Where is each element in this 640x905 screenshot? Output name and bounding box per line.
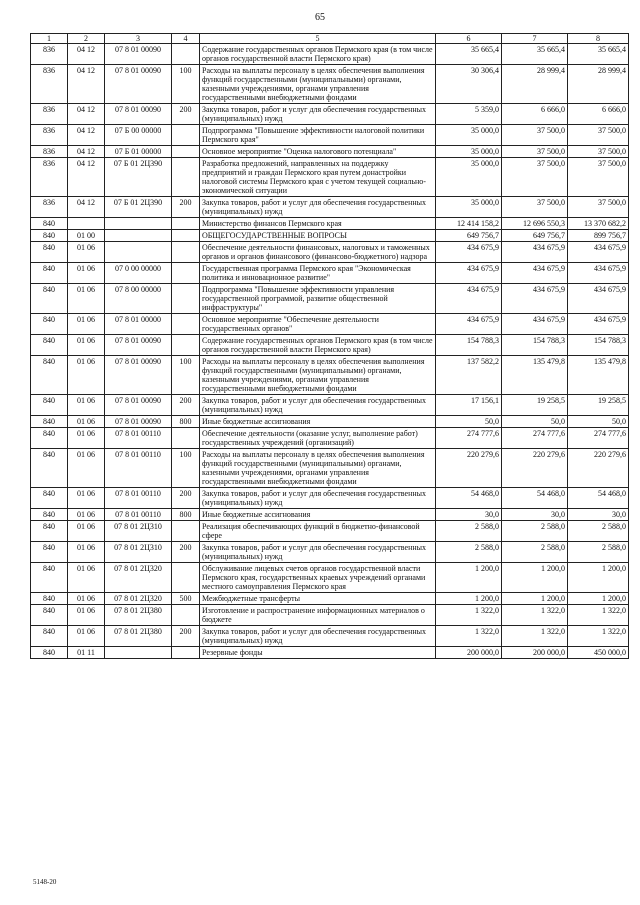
item-name-cell: Закупка товаров, работ и услуг для обеспечения государственных (муниципальных) нужд	[200, 197, 436, 218]
footer-code: 5148-20	[33, 878, 57, 886]
amount-year3-cell: 220 279,6	[568, 449, 629, 488]
expense-type-cell: 800	[172, 509, 200, 521]
target-article-cell	[105, 230, 172, 242]
amount-year2-cell: 54 468,0	[502, 488, 568, 509]
amount-year2-cell: 28 999,4	[502, 65, 568, 104]
admin-code-cell: 836	[31, 158, 68, 197]
item-name-cell: Реализация обеспечивающих функций в бюджетно-финансовой сфере	[200, 521, 436, 542]
column-header: 4	[172, 34, 200, 44]
table-row	[31, 563, 629, 593]
amount-year3-cell: 1 322,0	[568, 605, 629, 626]
expense-type-cell: 200	[172, 104, 200, 125]
section-cell: 01 06	[68, 263, 105, 284]
admin-code-cell: 840	[31, 509, 68, 521]
table-row	[31, 263, 629, 284]
admin-code-cell: 840	[31, 335, 68, 356]
amount-year2-cell: 1 200,0	[502, 563, 568, 593]
item-name-cell: Обеспечение деятельности финансовых, налоговых и таможенных органов и органов финансового (финансово-бюджетного) надзора	[200, 242, 436, 263]
expense-type-cell: 200	[172, 488, 200, 509]
amount-year3-cell: 434 675,9	[568, 242, 629, 263]
table-row	[31, 197, 629, 218]
admin-code-cell: 836	[31, 44, 68, 65]
amount-year1-cell: 12 414 158,2	[436, 218, 502, 230]
table-row	[31, 593, 629, 605]
item-name-cell: ОБЩЕГОСУДАРСТВЕННЫЕ ВОПРОСЫ	[200, 230, 436, 242]
expense-type-cell	[172, 284, 200, 314]
amount-year3-cell: 135 479,8	[568, 356, 629, 395]
section-cell: 01 06	[68, 521, 105, 542]
amount-year2-cell: 37 500,0	[502, 197, 568, 218]
table-row	[31, 104, 629, 125]
amount-year1-cell: 35 000,0	[436, 197, 502, 218]
amount-year1-cell: 649 756,7	[436, 230, 502, 242]
amount-year2-cell: 154 788,3	[502, 335, 568, 356]
expense-type-cell	[172, 314, 200, 335]
target-article-cell: 07 8 01 00110	[105, 509, 172, 521]
amount-year2-cell: 6 666,0	[502, 104, 568, 125]
amount-year2-cell: 649 756,7	[502, 230, 568, 242]
section-cell: 04 12	[68, 146, 105, 158]
expense-type-cell	[172, 146, 200, 158]
expense-type-cell	[172, 44, 200, 65]
column-header: 3	[105, 34, 172, 44]
admin-code-cell: 836	[31, 125, 68, 146]
table-row	[31, 146, 629, 158]
admin-code-cell: 836	[31, 197, 68, 218]
amount-year1-cell: 434 675,9	[436, 242, 502, 263]
item-name-cell: Закупка товаров, работ и услуг для обеспечения государственных (муниципальных) нужд	[200, 626, 436, 647]
amount-year1-cell: 35 000,0	[436, 158, 502, 197]
expense-type-cell: 200	[172, 395, 200, 416]
item-name-cell: Изготовление и распространение информационных материалов о бюджете	[200, 605, 436, 626]
amount-year3-cell: 434 675,9	[568, 284, 629, 314]
amount-year1-cell: 434 675,9	[436, 284, 502, 314]
section-cell: 01 06	[68, 593, 105, 605]
expense-type-cell: 200	[172, 542, 200, 563]
target-article-cell: 07 8 01 00110	[105, 428, 172, 449]
amount-year2-cell: 434 675,9	[502, 284, 568, 314]
table-row	[31, 314, 629, 335]
amount-year1-cell: 137 582,2	[436, 356, 502, 395]
target-article-cell: 07 Б 00 00000	[105, 125, 172, 146]
item-name-cell: Обеспечение деятельности (оказание услуг, выполнение работ) государственных учреждений (организаций)	[200, 428, 436, 449]
admin-code-cell: 840	[31, 521, 68, 542]
item-name-cell: Закупка товаров, работ и услуг для обеспечения государственных (муниципальных) нужд	[200, 542, 436, 563]
section-cell: 04 12	[68, 104, 105, 125]
expense-type-cell: 200	[172, 197, 200, 218]
section-cell: 01 06	[68, 542, 105, 563]
expense-type-cell: 800	[172, 416, 200, 428]
table-row	[31, 416, 629, 428]
target-article-cell: 07 8 01 00110	[105, 449, 172, 488]
amount-year2-cell: 2 588,0	[502, 542, 568, 563]
admin-code-cell: 840	[31, 218, 68, 230]
admin-code-cell: 840	[31, 542, 68, 563]
expense-type-cell: 100	[172, 65, 200, 104]
amount-year1-cell: 200 000,0	[436, 647, 502, 659]
amount-year1-cell: 154 788,3	[436, 335, 502, 356]
amount-year3-cell: 50,0	[568, 416, 629, 428]
item-name-cell: Закупка товаров, работ и услуг для обеспечения государственных (муниципальных) нужд	[200, 488, 436, 509]
target-article-cell	[105, 647, 172, 659]
table-row	[31, 158, 629, 197]
item-name-cell: Подпрограмма "Повышение эффективности управления государственной программой, развитие общественной инфраструктуры"	[200, 284, 436, 314]
amount-year3-cell: 37 500,0	[568, 197, 629, 218]
target-article-cell: 07 8 01 00090	[105, 356, 172, 395]
amount-year1-cell: 220 279,6	[436, 449, 502, 488]
item-name-cell: Расходы на выплаты персоналу в целях обеспечения выполнения функций государственными (муниципальными) органами, казенными учреждениями, органами управления государственными внебюджетными фондами	[200, 356, 436, 395]
expense-type-cell	[172, 230, 200, 242]
admin-code-cell: 840	[31, 284, 68, 314]
section-cell: 04 12	[68, 44, 105, 65]
section-cell: 01 06	[68, 242, 105, 263]
amount-year1-cell: 30,0	[436, 509, 502, 521]
section-cell: 04 12	[68, 158, 105, 197]
target-article-cell: 07 8 01 00090	[105, 65, 172, 104]
amount-year2-cell: 37 500,0	[502, 158, 568, 197]
section-cell: 01 06	[68, 284, 105, 314]
target-article-cell: 07 8 01 00090	[105, 104, 172, 125]
amount-year3-cell: 1 322,0	[568, 626, 629, 647]
amount-year2-cell: 274 777,6	[502, 428, 568, 449]
amount-year2-cell: 1 200,0	[502, 593, 568, 605]
amount-year3-cell: 274 777,6	[568, 428, 629, 449]
admin-code-cell: 840	[31, 416, 68, 428]
amount-year3-cell: 899 756,7	[568, 230, 629, 242]
item-name-cell: Межбюджетные трансферты	[200, 593, 436, 605]
amount-year3-cell: 434 675,9	[568, 314, 629, 335]
amount-year3-cell: 37 500,0	[568, 125, 629, 146]
table-row	[31, 335, 629, 356]
section-cell: 01 06	[68, 314, 105, 335]
amount-year3-cell: 2 588,0	[568, 521, 629, 542]
item-name-cell: Обслуживание лицевых счетов органов государственной власти Пермского края, государственных краевых учреждений органами местного самоуправления Пермского края	[200, 563, 436, 593]
item-name-cell: Государственная программа Пермского края "Экономическая политика и инновационное развитие"	[200, 263, 436, 284]
section-cell: 01 06	[68, 395, 105, 416]
target-article-cell: 07 8 01 00000	[105, 314, 172, 335]
amount-year3-cell: 19 258,5	[568, 395, 629, 416]
admin-code-cell: 840	[31, 605, 68, 626]
table-row	[31, 44, 629, 65]
amount-year1-cell: 54 468,0	[436, 488, 502, 509]
expense-type-cell	[172, 647, 200, 659]
section-cell: 01 06	[68, 416, 105, 428]
section-cell: 01 00	[68, 230, 105, 242]
table-row	[31, 218, 629, 230]
target-article-cell: 07 Б 01 2Ц390	[105, 158, 172, 197]
table-row	[31, 488, 629, 509]
section-cell: 01 06	[68, 449, 105, 488]
amount-year2-cell: 434 675,9	[502, 263, 568, 284]
item-name-cell: Закупка товаров, работ и услуг для обеспечения государственных (муниципальных) нужд	[200, 395, 436, 416]
amount-year1-cell: 35 665,4	[436, 44, 502, 65]
table-row	[31, 242, 629, 263]
target-article-cell: 07 8 01 00110	[105, 488, 172, 509]
table-row	[31, 449, 629, 488]
amount-year3-cell: 13 370 682,2	[568, 218, 629, 230]
target-article-cell: 07 Б 01 00000	[105, 146, 172, 158]
target-article-cell: 07 8 01 2Ц380	[105, 626, 172, 647]
admin-code-cell: 840	[31, 563, 68, 593]
amount-year1-cell: 30 306,4	[436, 65, 502, 104]
amount-year3-cell: 28 999,4	[568, 65, 629, 104]
column-header: 7	[502, 34, 568, 44]
amount-year3-cell: 54 468,0	[568, 488, 629, 509]
admin-code-cell: 840	[31, 242, 68, 263]
amount-year1-cell: 1 200,0	[436, 593, 502, 605]
target-article-cell: 07 8 01 00090	[105, 416, 172, 428]
amount-year1-cell: 35 000,0	[436, 146, 502, 158]
amount-year2-cell: 30,0	[502, 509, 568, 521]
amount-year2-cell: 50,0	[502, 416, 568, 428]
target-article-cell: 07 8 01 00090	[105, 335, 172, 356]
amount-year1-cell: 434 675,9	[436, 263, 502, 284]
amount-year3-cell: 2 588,0	[568, 542, 629, 563]
amount-year2-cell: 200 000,0	[502, 647, 568, 659]
expense-type-cell: 500	[172, 593, 200, 605]
amount-year1-cell: 2 588,0	[436, 542, 502, 563]
item-name-cell: Содержание государственных органов Пермского края (в том числе органов государственной власти Пермского края)	[200, 44, 436, 65]
admin-code-cell: 840	[31, 428, 68, 449]
amount-year2-cell: 434 675,9	[502, 242, 568, 263]
target-article-cell: 07 8 01 2Ц310	[105, 521, 172, 542]
admin-code-cell: 840	[31, 449, 68, 488]
item-name-cell: Резервные фонды	[200, 647, 436, 659]
amount-year2-cell: 220 279,6	[502, 449, 568, 488]
amount-year2-cell: 1 322,0	[502, 605, 568, 626]
section-cell: 04 12	[68, 197, 105, 218]
amount-year1-cell: 5 359,0	[436, 104, 502, 125]
amount-year3-cell: 6 666,0	[568, 104, 629, 125]
target-article-cell	[105, 218, 172, 230]
target-article-cell: 07 8 01 2Ц310	[105, 542, 172, 563]
target-article-cell: 07 8 01 00090	[105, 44, 172, 65]
admin-code-cell: 840	[31, 626, 68, 647]
target-article-cell	[105, 242, 172, 263]
amount-year2-cell: 35 665,4	[502, 44, 568, 65]
item-name-cell: Закупка товаров, работ и услуг для обеспечения государственных (муниципальных) нужд	[200, 104, 436, 125]
admin-code-cell: 836	[31, 104, 68, 125]
amount-year2-cell: 434 675,9	[502, 314, 568, 335]
admin-code-cell: 840	[31, 395, 68, 416]
admin-code-cell: 836	[31, 65, 68, 104]
target-article-cell: 07 Б 01 2Ц390	[105, 197, 172, 218]
admin-code-cell: 836	[31, 146, 68, 158]
amount-year3-cell: 1 200,0	[568, 593, 629, 605]
admin-code-cell: 840	[31, 263, 68, 284]
expense-type-cell	[172, 428, 200, 449]
amount-year2-cell: 12 696 550,3	[502, 218, 568, 230]
amount-year2-cell: 135 479,8	[502, 356, 568, 395]
item-name-cell: Расходы на выплаты персоналу в целях обеспечения выполнения функций государственными (муниципальными) органами, казенными учреждениями, органами управления государственными внебюджетными фондами	[200, 449, 436, 488]
expense-type-cell	[172, 242, 200, 263]
amount-year1-cell: 35 000,0	[436, 125, 502, 146]
table-row	[31, 428, 629, 449]
amount-year2-cell: 2 588,0	[502, 521, 568, 542]
table-row	[31, 395, 629, 416]
table-row	[31, 230, 629, 242]
target-article-cell: 07 8 01 2Ц320	[105, 593, 172, 605]
amount-year2-cell: 1 322,0	[502, 626, 568, 647]
target-article-cell: 07 8 01 00090	[105, 395, 172, 416]
amount-year3-cell: 1 200,0	[568, 563, 629, 593]
column-header: 6	[436, 34, 502, 44]
column-header: 1	[31, 34, 68, 44]
section-cell: 01 06	[68, 563, 105, 593]
item-name-cell: Иные бюджетные ассигнования	[200, 509, 436, 521]
table-body	[31, 44, 629, 659]
table-row	[31, 65, 629, 104]
section-cell: 01 06	[68, 428, 105, 449]
table-row	[31, 356, 629, 395]
column-header: 8	[568, 34, 629, 44]
admin-code-cell: 840	[31, 314, 68, 335]
amount-year2-cell: 37 500,0	[502, 125, 568, 146]
amount-year3-cell: 434 675,9	[568, 263, 629, 284]
table-row	[31, 542, 629, 563]
item-name-cell: Содержание государственных органов Пермского края (в том числе органов государственной власти Пермского края)	[200, 335, 436, 356]
amount-year1-cell: 1 200,0	[436, 563, 502, 593]
section-cell: 01 11	[68, 647, 105, 659]
page-number: 65	[315, 12, 325, 23]
expense-type-cell: 100	[172, 449, 200, 488]
target-article-cell: 07 0 00 00000	[105, 263, 172, 284]
expense-type-cell	[172, 335, 200, 356]
section-cell: 04 12	[68, 65, 105, 104]
expense-type-cell	[172, 218, 200, 230]
table-row	[31, 647, 629, 659]
amount-year2-cell: 37 500,0	[502, 146, 568, 158]
amount-year1-cell: 17 156,1	[436, 395, 502, 416]
amount-year1-cell: 274 777,6	[436, 428, 502, 449]
amount-year3-cell: 450 000,0	[568, 647, 629, 659]
expense-type-cell: 100	[172, 356, 200, 395]
column-header: 5	[200, 34, 436, 44]
budget-table	[30, 33, 629, 659]
item-name-cell: Подпрограмма "Повышение эффективности налоговой политики Пермского края"	[200, 125, 436, 146]
target-article-cell: 07 8 00 00000	[105, 284, 172, 314]
section-cell: 01 06	[68, 605, 105, 626]
expense-type-cell	[172, 605, 200, 626]
amount-year2-cell: 19 258,5	[502, 395, 568, 416]
admin-code-cell: 840	[31, 488, 68, 509]
admin-code-cell: 840	[31, 647, 68, 659]
amount-year1-cell: 1 322,0	[436, 605, 502, 626]
table-row	[31, 605, 629, 626]
item-name-cell: Иные бюджетные ассигнования	[200, 416, 436, 428]
item-name-cell: Министерство финансов Пермского края	[200, 218, 436, 230]
admin-code-cell: 840	[31, 356, 68, 395]
expense-type-cell: 200	[172, 626, 200, 647]
amount-year3-cell: 35 665,4	[568, 44, 629, 65]
amount-year1-cell: 50,0	[436, 416, 502, 428]
expense-type-cell	[172, 521, 200, 542]
amount-year3-cell: 154 788,3	[568, 335, 629, 356]
section-cell: 01 06	[68, 356, 105, 395]
item-name-cell: Основное мероприятие "Обеспечение деятельности государственных органов"	[200, 314, 436, 335]
section-cell: 01 06	[68, 488, 105, 509]
amount-year1-cell: 1 322,0	[436, 626, 502, 647]
column-header: 2	[68, 34, 105, 44]
target-article-cell: 07 8 01 2Ц380	[105, 605, 172, 626]
section-cell: 01 06	[68, 509, 105, 521]
table-row	[31, 509, 629, 521]
table-row	[31, 125, 629, 146]
section-cell	[68, 218, 105, 230]
amount-year1-cell: 2 588,0	[436, 521, 502, 542]
item-name-cell: Основное мероприятие "Оценка налогового потенциала"	[200, 146, 436, 158]
expense-type-cell	[172, 125, 200, 146]
section-cell: 04 12	[68, 125, 105, 146]
target-article-cell: 07 8 01 2Ц320	[105, 563, 172, 593]
amount-year1-cell: 434 675,9	[436, 314, 502, 335]
item-name-cell: Расходы на выплаты персоналу в целях обеспечения выполнения функций государственными (муниципальными) органами, казенными учреждениями, органами управления государственными внебюджетными фондами	[200, 65, 436, 104]
expense-type-cell	[172, 263, 200, 284]
amount-year3-cell: 30,0	[568, 509, 629, 521]
item-name-cell: Разработка предложений, направленных на поддержку предприятий и граждан Пермского края путем донастройки налоговой системы Пермского края с учетом текущей социально-экономической ситуации	[200, 158, 436, 197]
admin-code-cell: 840	[31, 230, 68, 242]
table-row	[31, 521, 629, 542]
expense-type-cell	[172, 563, 200, 593]
table-row	[31, 626, 629, 647]
section-cell: 01 06	[68, 626, 105, 647]
table-header-row	[31, 34, 629, 44]
expense-type-cell	[172, 158, 200, 197]
admin-code-cell: 840	[31, 593, 68, 605]
table-row	[31, 284, 629, 314]
amount-year3-cell: 37 500,0	[568, 146, 629, 158]
amount-year3-cell: 37 500,0	[568, 158, 629, 197]
section-cell: 01 06	[68, 335, 105, 356]
